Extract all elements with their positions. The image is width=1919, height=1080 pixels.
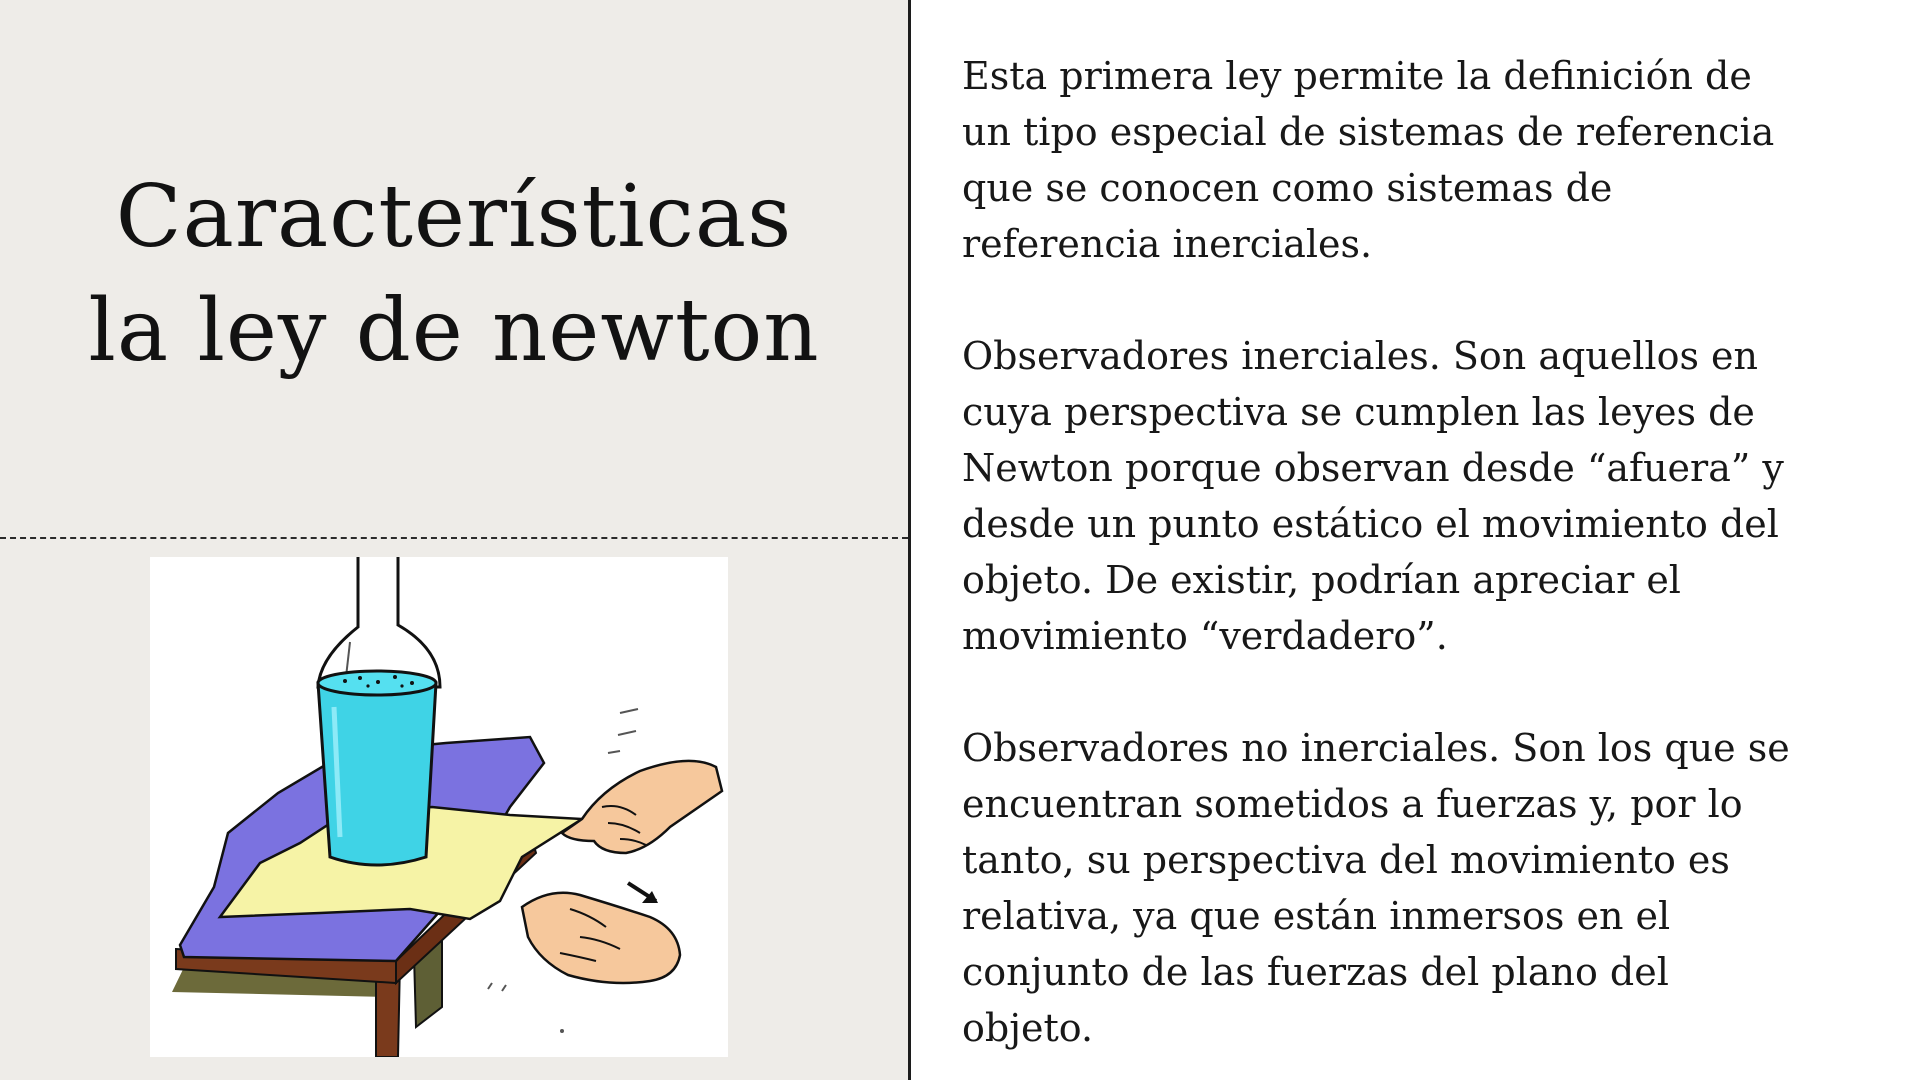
paragraph-non-inertial-observers: [962, 720, 1862, 1056]
text-line: referencia inerciales.: [962, 222, 1373, 266]
dashed-divider: [0, 537, 908, 539]
paragraph-first-law: [962, 48, 1862, 272]
text-line: tanto, su perspectiva del movimiento es: [962, 838, 1730, 882]
bottle-outline: [318, 557, 440, 687]
text-line: Observadores no inerciales. Son los que se: [962, 726, 1790, 770]
upper-hand: [562, 761, 722, 853]
text-line: objeto.: [962, 1006, 1094, 1050]
text-line: Newton porque observan desde “afuera” y: [962, 446, 1784, 490]
text-line: desde un punto estático el movimiento del: [962, 502, 1779, 546]
text-line: un tipo especial de sistemas de referencia: [962, 110, 1775, 154]
text-line: cuya perspectiva se cumplen las leyes de: [962, 390, 1755, 434]
text-line: que se conocen como sistemas de: [962, 166, 1613, 210]
text-line: Esta primera ley permite la definición de: [962, 54, 1752, 98]
text-line: objeto. De existir, podrían apreciar el: [962, 558, 1681, 602]
text-line: Observadores inerciales. Son aquellos en: [962, 334, 1758, 378]
slide-title: [0, 160, 908, 388]
text-line: movimiento “verdadero”.: [962, 614, 1448, 658]
paragraph-inertial-observers: [962, 328, 1862, 664]
text-line: encuentran sometidos a fuerzas y, por lo: [962, 782, 1743, 826]
vertical-divider: [908, 0, 911, 1080]
text-line: relativa, ya que están inmersos en el: [962, 894, 1671, 938]
lower-hand: [522, 893, 680, 983]
slide-title-line-2: la ley de newton: [88, 281, 820, 381]
left-panel: [0, 0, 908, 1080]
glass-on-paper-tablecloth-trick-icon: [150, 557, 728, 1057]
text-line: conjunto de las fuerzas del plano del: [962, 950, 1669, 994]
slide-title-line-1: Características: [115, 167, 793, 267]
text-panel: [962, 48, 1862, 1080]
